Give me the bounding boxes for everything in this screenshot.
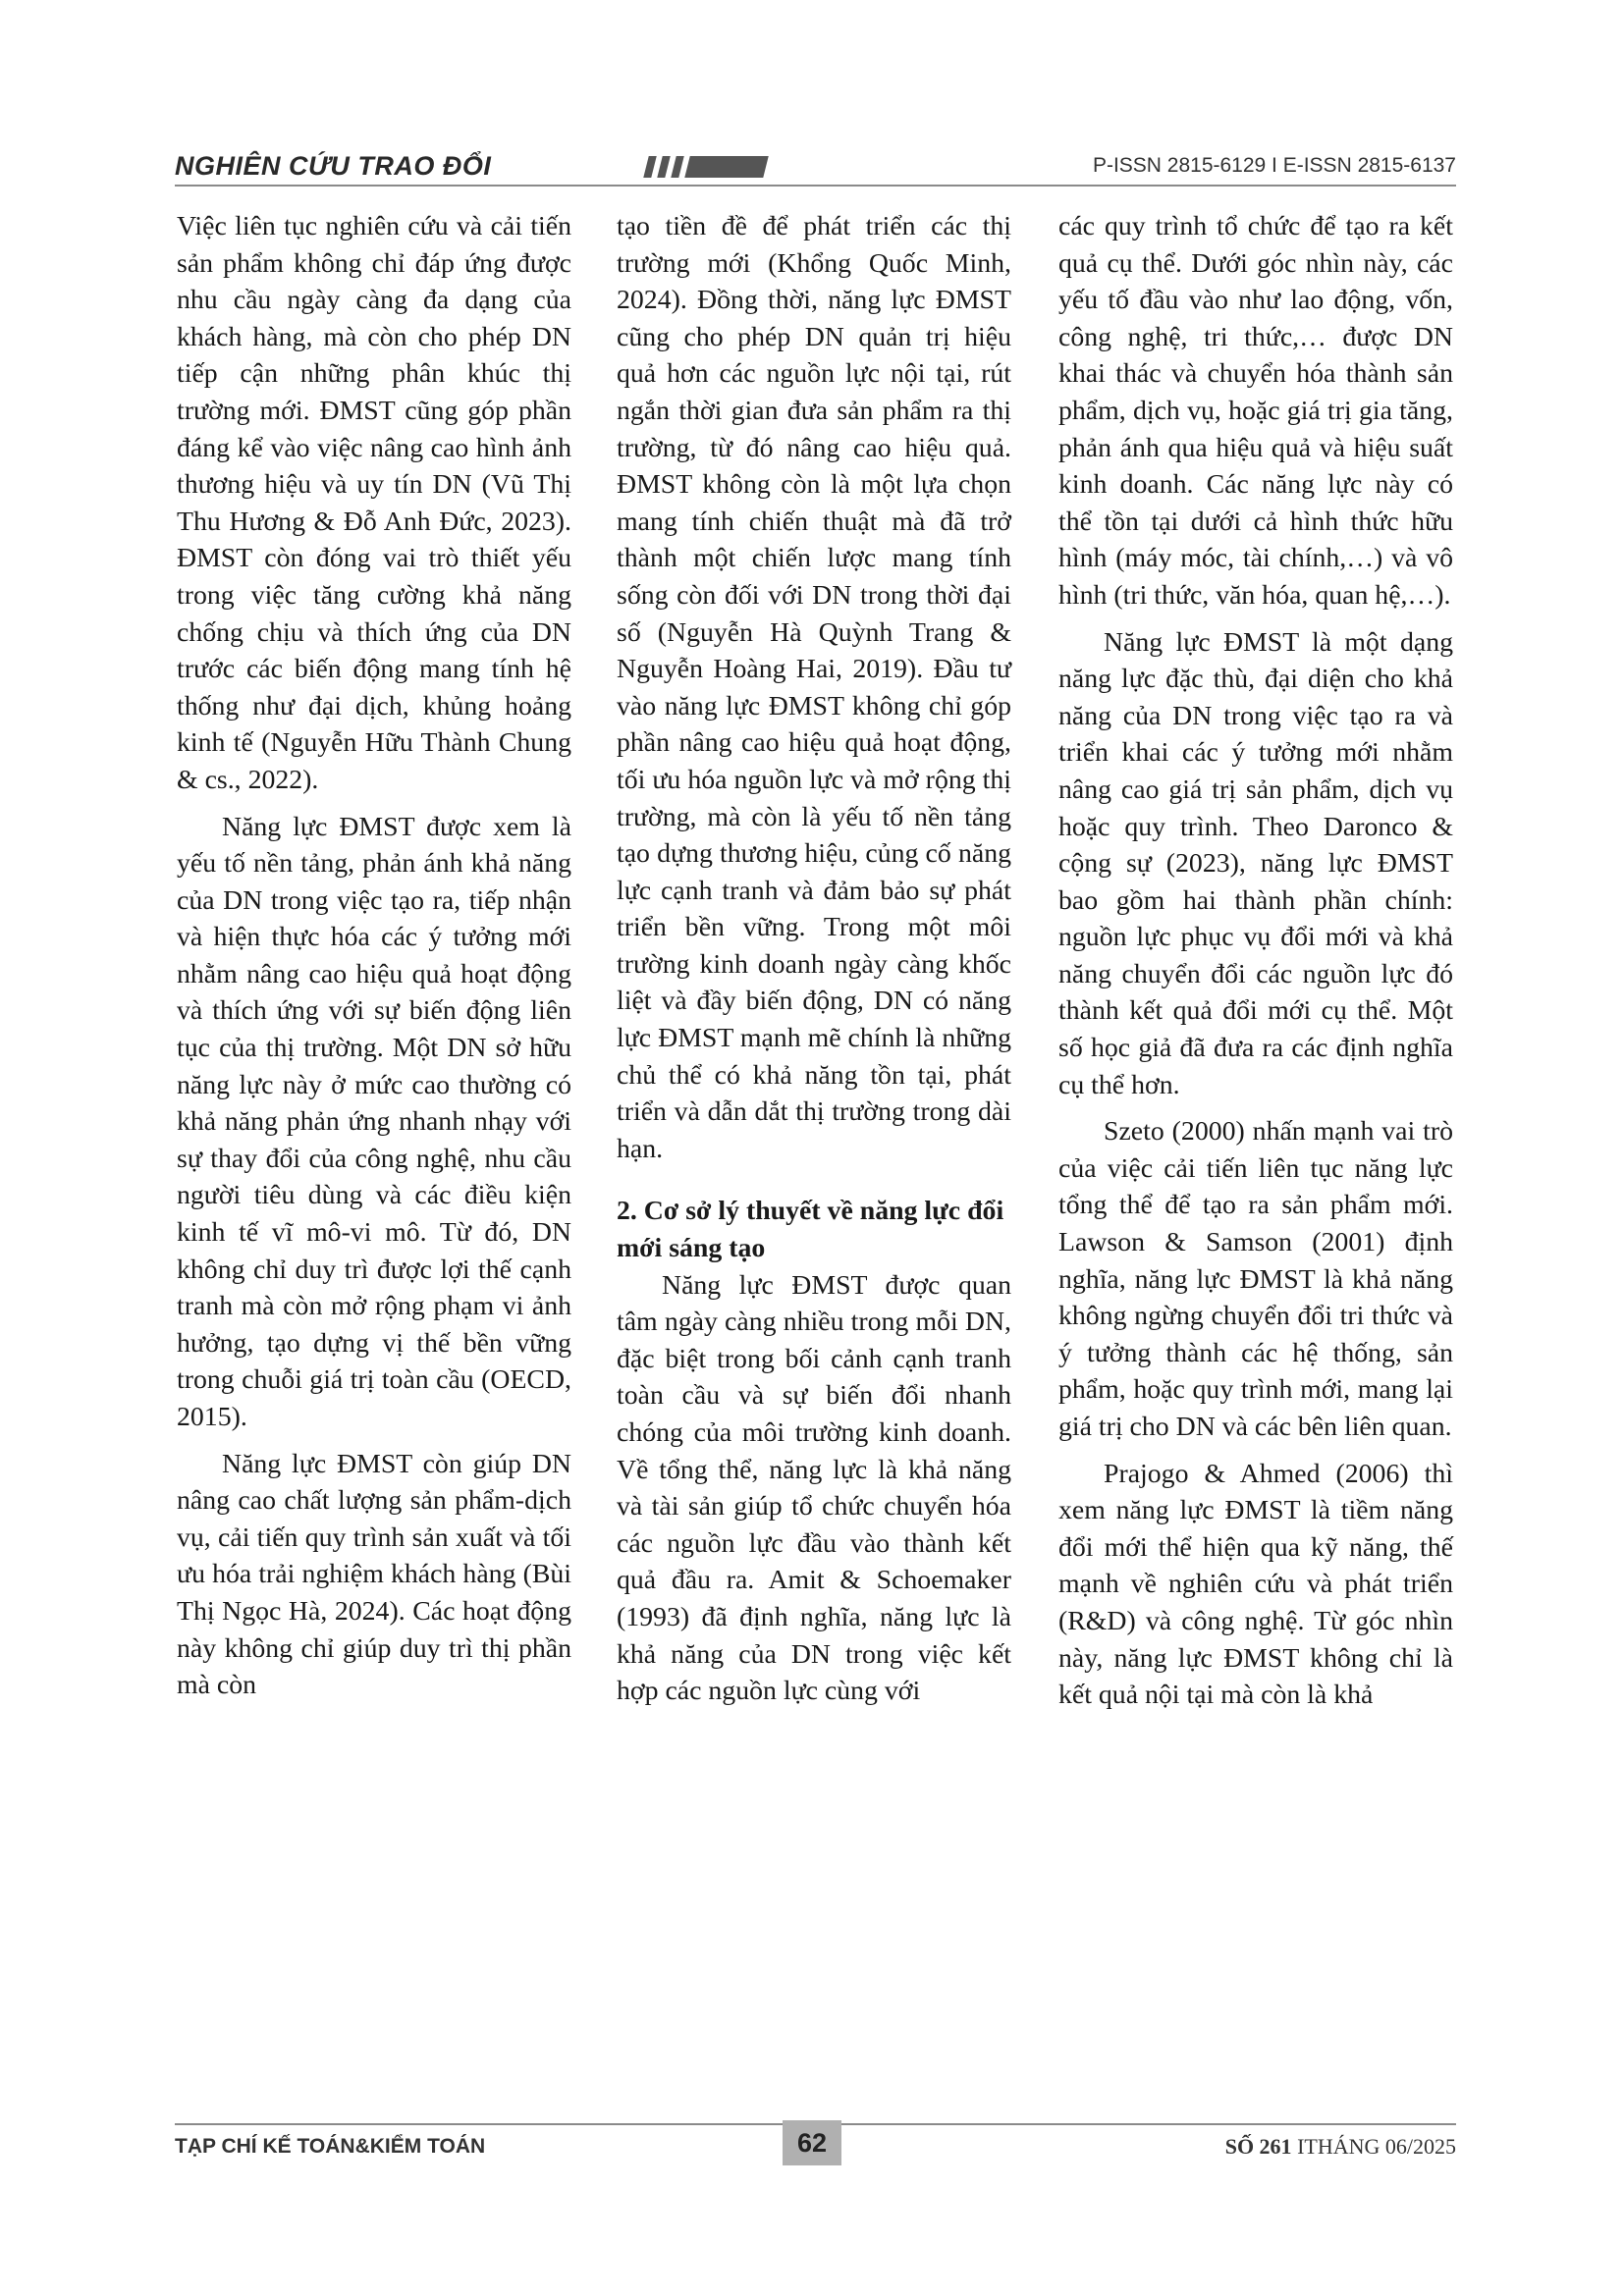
- journal-name: TẠP CHÍ KẾ TOÁN&KIỂM TOÁN: [175, 2135, 486, 2158]
- section-title: NGHIÊN CỨU TRAO ĐỔI: [175, 151, 492, 181]
- section-heading: 2. Cơ sở lý thuyết về năng lực đổi mới sáng tạo: [617, 1196, 1004, 1264]
- paragraph: Prajogo & Ahmed (2006) thì xem năng lực ĐMST là tiềm năng đổi mới thể hiện qua kỹ năng, thế mạnh về nghiên cứu và phát triển (R&D) và công nghệ. Từ góc nhìn này, năng lực ĐMST không chỉ là kết quả nội tại mà còn là khả: [1058, 1458, 1453, 1711]
- paragraph: tạo tiền đề để phát triển các thị trường mới (Khổng Quốc Minh, 2024). Đồng thời, năng lực ĐMST cũng cho phép DN quản trị hiệu quả hơn các nguồn lực nội tại, rút ngắn thời gian đưa sản phẩm ra thị trường, từ đó nâng cao hiệu quả. ĐMST không còn là một lựa chọn mang tính chiến thuật mà đã trở thành một chiến lược mang tính sống còn đối với DN trong thời đại số (Nguyễn Hà Quỳnh Trang & Nguyễn Hoàng Hai, 2019). Đầu tư vào năng lực ĐMST không chỉ góp phần nâng cao hiệu quả hoạt động, tối ưu hóa nguồn lực và mở rộng thị trường, mà còn là yếu tố nền tảng tạo dựng thương hiệu, củng cố năng lực cạnh tranh và đảm bảo sự phát triển bền vững. Trong một môi trường kinh doanh ngày càng khốc liệt và đầy biến động, DN có năng lực ĐMST mạnh mẽ chính là những chủ thể có khả năng tồn tại, phát triển và dẫn dắt thị trường trong dài hạn.: [617, 211, 1011, 1164]
- column-2: [617, 208, 1011, 1720]
- paragraph: Szeto (2000) nhấn mạnh vai trò của việc cải tiến liên tục năng lực tổng thể để tạo ra sản phẩm mới. Lawson & Samson (2001) định nghĩa, năng lực ĐMST là khả năng không ngừng chuyển đổi tri thức và ý tưởng thành các hệ thống, sản phẩm, hoặc quy trình mới, mang lại giá trị cho DN và các bên liên quan.: [1058, 1116, 1453, 1442]
- paragraph: Việc liên tục nghiên cứu và cải tiến sản phẩm không chỉ đáp ứng được nhu cầu ngày càng đa dạng của khách hàng, mà còn cho phép DN tiếp cận những phân khúc thị trường mới. ĐMST cũng góp phần đáng kể vào việc nâng cao hình ảnh thương hiệu và uy tín DN (Vũ Thị Thu Hương & Đỗ Anh Đức, 2023). ĐMST còn đóng vai trò thiết yếu trong việc tăng cường khả năng chống chịu và thích ứng của DN trước các biến động mang tính hệ thống như đại dịch, khủng hoảng kinh tế (Nguyễn Hữu Thành Chung & cs., 2022).: [177, 211, 571, 795]
- paragraph: Năng lực ĐMST được xem là yếu tố nền tảng, phản ánh khả năng của DN trong việc tạo ra, tiếp nhận và hiện thực hóa các ý tưởng mới nhằm nâng cao hiệu quả hoạt động và thích ứng với sự biến động liên tục của thị trường. Một DN sở hữu năng lực này ở mức cao thường có khả năng phản ứng nhanh nhạy với sự thay đổi của công nghệ, nhu cầu người tiêu dùng và các điều kiện kinh tế vĩ mô-vi mô. Từ đó, DN không chỉ duy trì được lợi thế cạnh tranh mà còn mở rộng phạm vi ảnh hưởng, tạo dựng vị thế bền vững trong chuỗi giá trị toàn cầu (OECD, 2015).: [177, 811, 571, 1432]
- paragraph: các quy trình tổ chức để tạo ra kết quả cụ thể. Dưới góc nhìn này, các yếu tố đầu vào như lao động, vốn, công nghệ, tri thức,… được DN khai thác và chuyển hóa thành sản phẩm, dịch vụ, hoặc giá trị gia tăng, phản ánh qua hiệu quả và hiệu suất kinh doanh. Các năng lực này có thể tồn tại dưới cả hình thức hữu hình (máy móc, tài chính,…) và vô hình (tri thức, văn hóa, quan hệ,…).: [1058, 211, 1453, 611]
- page-number: 62: [783, 2120, 841, 2165]
- column-1: [177, 208, 571, 1714]
- page-header: [175, 149, 1456, 183]
- column-3: [1058, 208, 1453, 1724]
- issue-month: ITHÁNG 06/2025: [1297, 2134, 1456, 2159]
- issn: P-ISSN 2815-6129 I E-ISSN 2815-6137: [1092, 154, 1456, 177]
- header-rule: [175, 185, 1456, 187]
- issue-info: [1225, 2130, 1456, 2163]
- issue-number: SỐ 261: [1224, 2134, 1292, 2159]
- paragraph: Năng lực ĐMST là một dạng năng lực đặc thù, đại diện cho khả năng của DN trong việc tạo ra và triển khai các ý tưởng mới nhằm nâng cao giá trị sản phẩm, dịch vụ hoặc quy trình. Theo Daronco & cộng sự (2023), năng lực ĐMST bao gồm hai thành phần chính: nguồn lực phục vụ đổi mới và khả năng chuyển đổi các nguồn lực đó thành kết quả đổi mới cụ thể. Một số học giả đã đưa ra các định nghĩa cụ thể hơn.: [1058, 626, 1453, 1100]
- paragraph: Năng lực ĐMST còn giúp DN nâng cao chất lượng sản phẩm-dịch vụ, cải tiến quy trình sản xuất và tối ưu hóa trải nghiệm khách hàng (Bùi Thị Ngọc Hà, 2024). Các hoạt động này không chỉ giúp duy trì thị phần mà còn: [177, 1448, 571, 1701]
- paragraph: Năng lực ĐMST được quan tâm ngày càng nhiều trong mỗi DN, đặc biệt trong bối cảnh cạnh tranh toàn cầu và sự biến đổi nhanh chóng của môi trường kinh doanh. Về tổng thể, năng lực là khả năng và tài sản giúp tổ chức chuyển hóa các nguồn lực đầu vào thành kết quả đầu ra. Amit & Schoemaker (1993) đã định nghĩa, năng lực là khả năng của DN trong việc kết hợp các nguồn lực cùng với: [617, 1269, 1011, 1707]
